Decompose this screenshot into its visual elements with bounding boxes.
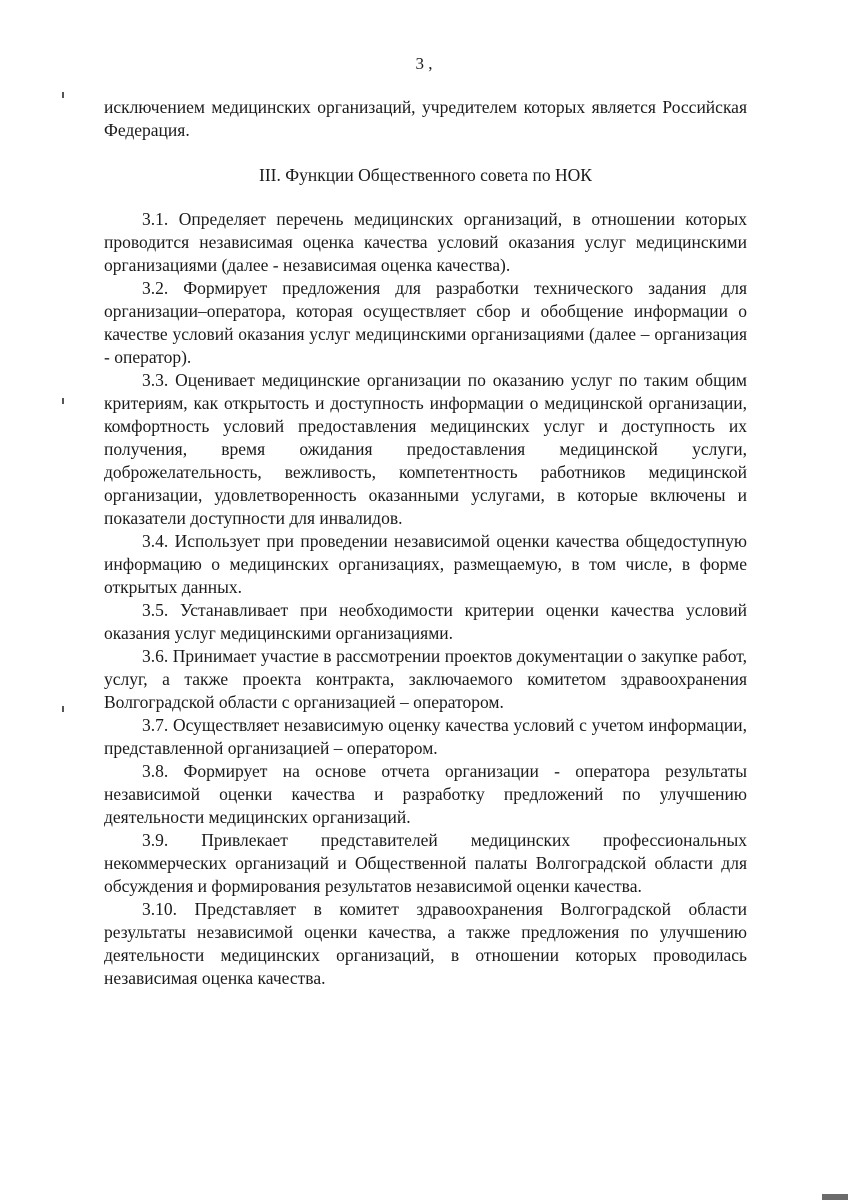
section-title: III. Функции Общественного совета по НОК — [259, 165, 592, 185]
page-number: 3 , — [415, 54, 433, 73]
scan-mark — [62, 706, 64, 712]
list-item: 3.7. Осуществляет независимую оценку качества условий с учетом информации, представленной организацией – оператором. — [104, 715, 747, 758]
list-item: 3.5. Устанавливает при необходимости критерии оценки качества условий оказания услуг медицинскими организациями. — [104, 600, 747, 643]
list-item: 3.9. Привлекает представителей медицинских профессиональных некоммерческих организаций и Общественной палаты Волгоградской области для обсуждения и формирования результатов независимой оценки качества. — [104, 830, 747, 896]
document-body — [104, 96, 747, 990]
list-item: 3.2. Формирует предложения для разработки технического задания для организации–оператора, которая осуществляет сбор и обобщение информации о качестве условий оказания услуг медицинскими организациями (далее – организация - оператор). — [104, 278, 747, 367]
continuation-paragraph: исключением медицинских организаций, учредителем которых является Российская Федерация. — [104, 97, 747, 140]
list-item: 3.3. Оценивает медицинские организации по оказанию услуг по таким общим критериям, как открытость и доступность информации о медицинской организации, комфортность условий предоставления медицинских услуг и доступность их получения, время ожидания предоставления медицинской услуги, доброжелательность, вежливость, компетентность работников медицинской организации, удовлетворенность оказанными услугами, в которые включены и показатели доступности для инвалидов. — [104, 370, 747, 528]
list-item: 3.4. Использует при проведении независимой оценки качества общедоступную информацию о медицинских организациях, размещаемую, в том числе, в форме открытых данных. — [104, 531, 747, 597]
list-item: 3.10. Представляет в комитет здравоохранения Волгоградской области результаты независимой оценки качества, а также предложения по улучшению деятельности медицинских организаций, в отношении которых проводилась независимая оценка качества. — [104, 899, 747, 988]
scan-edge — [822, 1194, 848, 1200]
list-item: 3.6. Принимает участие в рассмотрении проектов документации о закупке работ, услуг, а также проекта контракта, заключаемого комитетом здравоохранения Волгоградской области с организацией – оператором. — [104, 646, 747, 712]
scan-mark — [62, 398, 64, 404]
list-item: 3.1. Определяет перечень медицинских организаций, в отношении которых проводится независимая оценка качества условий оказания услуг медицинскими организациями (далее - независимая оценка качества). — [104, 209, 747, 275]
scan-mark — [62, 92, 64, 98]
list-item: 3.8. Формирует на основе отчета организации - оператора результаты независимой оценки качества и разработку предложений по улучшению деятельности медицинских организаций. — [104, 761, 747, 827]
